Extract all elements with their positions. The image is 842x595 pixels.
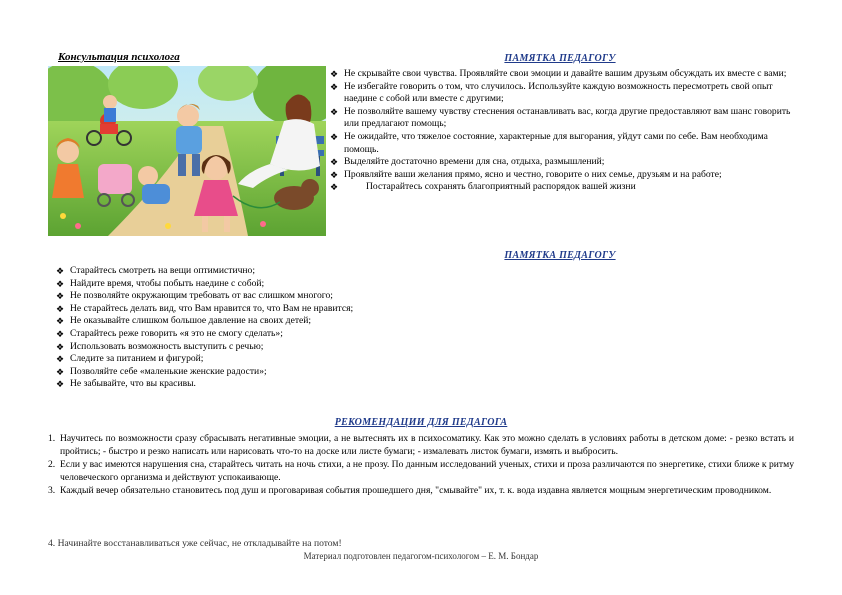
park-illustration [48, 66, 326, 236]
list-item: 2. Если у вас имеются нарушения сна, старайтесь читать на ночь стихи, а не прозу. По данным исследований ученых, стихи и проза различаются по энергетике, стихи ближе к ритму человеческого организма и действуют успокаивающе. [48, 459, 794, 483]
list-item: 1. Научитесь по возможности сразу сбрасывать негативные эмоции, а не вытеснять их в психосоматику. Как это можно сделать в условиях работы в детском доме: - резко встать и пройтись; - быстро и резко написать или нарисовать что-то на доске или листе бумаги; - измалевать листок бумаги, измять и выбросить. [48, 433, 794, 457]
memo2-list [56, 265, 556, 391]
list-item: ❖ Не позволяйте вашему чувству стеснения останавливать вас, когда другие предоставляют вам шанс говорить или предлагают помощь; [330, 105, 791, 130]
bullet-icon: ❖ [330, 169, 339, 180]
bullet-icon: ❖ [56, 341, 65, 352]
footer-credit: Материал подготовлен педагогом-психологом – Е. М. Бондар [303, 551, 539, 561]
bullet-icon: ❖ [56, 366, 65, 377]
list-item: 3. Каждый вечер обязательно становитесь под душ и проговаривая события прошедшего дня, "смывайте" их, т. к. вода издавна является мощным энергетическим проводником. [48, 485, 772, 496]
memo1-heading: ПАМЯТКА ПЕДАГОГУ [504, 53, 616, 64]
bullet-icon: ❖ [330, 81, 339, 92]
bullet-icon: ❖ [330, 182, 339, 193]
bullet-icon: ❖ [56, 291, 65, 302]
bullet-icon: ❖ [330, 131, 339, 142]
list-item: ❖ Следите за питанием и фигурой; [56, 353, 204, 365]
bullet-icon: ❖ [56, 266, 65, 276]
list-item: ❖ Не позволяйте окружающим требовать от вас слишком многого; [56, 290, 333, 302]
bullet-icon: ❖ [56, 303, 65, 314]
list-item: ❖ Не избегайте говорить о том, что случилось. Используйте каждую возможность пересмотреть свой опыт наедине с собой или вместе с другими; [330, 80, 773, 105]
bullet-icon: ❖ [330, 106, 339, 117]
list-item: ❖ Использовать возможность выступить с речью; [56, 340, 264, 352]
list-item: ❖ Старайтесь смотреть на вещи оптимистично; [56, 265, 255, 276]
bullet-icon: ❖ [330, 157, 339, 168]
memo1-list [330, 68, 792, 194]
list-item: ❖ Не оказывайте слишком большое давление на своих детей; [56, 315, 312, 327]
list-item: ❖ Позволяйте себе «маленькие женские радости»; [56, 365, 267, 377]
recommendations-heading: РЕКОМЕНДАЦИИ ДЛЯ ПЕДАГОГА [334, 417, 508, 428]
bullet-icon: ❖ [56, 316, 65, 327]
bullet-icon: ❖ [56, 354, 65, 365]
bullet-icon: ❖ [56, 278, 65, 289]
list-item: ❖ Проявляйте ваши желания прямо, ясно и честно, говорите о них семье, друзьям и на работе; [330, 168, 722, 180]
bullet-icon: ❖ [56, 328, 65, 339]
list-item: ❖ Постарайтесь сохранять благоприятный распорядок вашей жизни [330, 181, 636, 193]
list-item: ❖ Старайтесь реже говорить «я это не смогу сделать»; [56, 327, 283, 339]
list-item: ❖ Не забывайте, что вы красивы. [56, 378, 196, 390]
recommendations-list [48, 432, 794, 497]
list-item: ❖ Не ожидайте, что тяжелое состояние, характерные для выгорания, уйдут сами по себе. Вам необходима помощь. [330, 130, 768, 155]
park-scene-image [48, 66, 326, 236]
list-item: ❖ Найдите время, чтобы побыть наедине с собой; [56, 277, 265, 289]
list-item: ❖ Не скрывайте свои чувства. Проявляйте свои эмоции и давайте вашим друзьям обсуждать их вместе с вами; [330, 68, 787, 79]
bullet-icon: ❖ [56, 379, 65, 390]
bullet-icon: ❖ [330, 69, 339, 79]
list-item: ❖ Не старайтесь делать вид, что Вам нравится то, что Вам не нравится; [56, 302, 354, 314]
memo2-heading: ПАМЯТКА ПЕДАГОГУ [504, 250, 616, 261]
recommendation-last: 4. Начинайте восстанавливаться уже сейчас, не откладывайте на потом! [48, 538, 342, 549]
consultation-title: Консультация психолога [58, 51, 180, 63]
list-item: ❖ Выделяйте достаточно времени для сна, отдыха, размышлений; [330, 156, 605, 168]
